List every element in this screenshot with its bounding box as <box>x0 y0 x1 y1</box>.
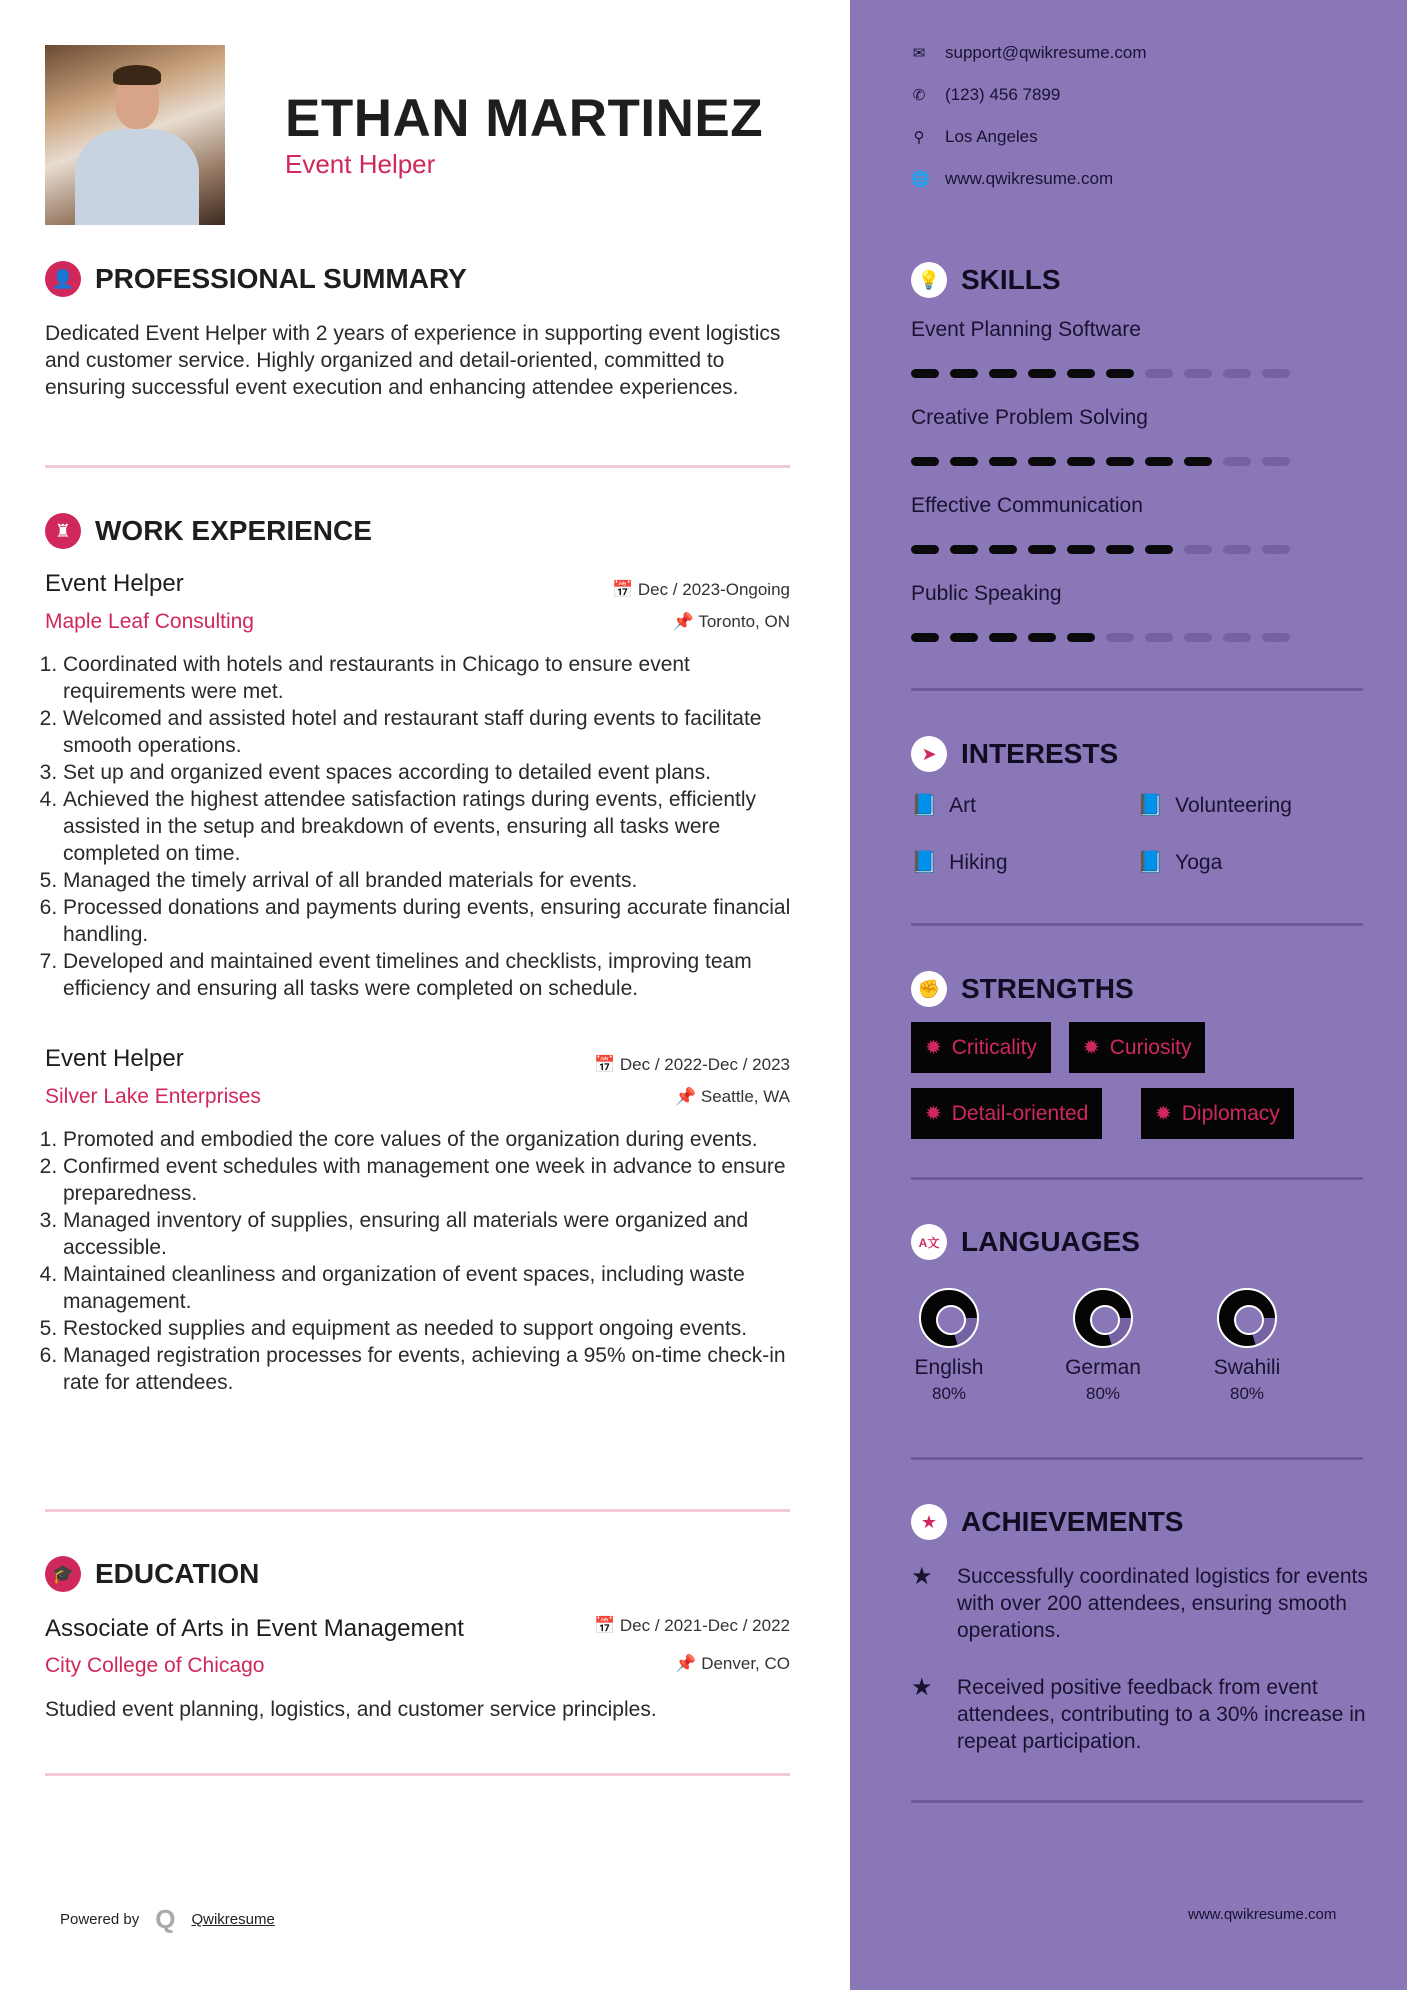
strength-tag <box>1069 1022 1205 1073</box>
candidate-title: Event Helper <box>285 149 436 179</box>
language-donut <box>1073 1288 1133 1348</box>
calendar-icon: 📅 <box>611 580 638 599</box>
pin-icon: 📌 <box>672 612 699 631</box>
job-date <box>594 1055 790 1075</box>
location-text: Los Angeles <box>945 127 1038 146</box>
calendar-icon: 📅 <box>594 1616 620 1635</box>
badge-icon: ✹ <box>1155 1103 1172 1125</box>
duty-item: 5. Managed the timely arrival of all branded materials for events. <box>63 867 795 894</box>
calendar-icon: 📅 <box>594 1055 620 1074</box>
duty-item: 5. Restocked supplies and equipment as needed to support ongoing events. <box>63 1315 795 1342</box>
languages-heading <box>911 1224 1140 1260</box>
job-date <box>612 580 790 600</box>
skill-dash-filled <box>1028 457 1056 466</box>
skill-dash-filled <box>1106 457 1134 466</box>
language-percent: 80% <box>1085 1384 1121 1403</box>
strength-label: Curiosity <box>1109 1035 1192 1059</box>
divider <box>911 1800 1363 1803</box>
duty-item: 2. Welcomed and assisted hotel and restaurant staff during events to facilitate smooth operations. <box>63 705 795 759</box>
skill-dash-filled <box>1145 545 1173 554</box>
duty-item: 3. Set up and organized event spaces according to detailed event plans. <box>63 759 795 786</box>
skill-name: Event Planning Software <box>911 318 1141 341</box>
strengths-heading-text: STRENGTHS <box>961 973 1134 1004</box>
interest-label: Hiking <box>949 851 1008 874</box>
footer-url[interactable]: www.qwikresume.com <box>1188 1906 1337 1923</box>
footer-powered <box>60 1904 275 1935</box>
skill-dash-empty <box>1223 457 1251 466</box>
skill-dash-filled <box>1028 633 1056 642</box>
duty-item: 6. Processed donations and payments during events, ensuring accurate financial handling. <box>63 894 795 948</box>
language-donut <box>1217 1288 1277 1348</box>
skill-dash-filled <box>989 457 1017 466</box>
star-icon: ★ <box>911 1674 933 1701</box>
job-location <box>675 1087 790 1107</box>
divider <box>45 1773 790 1776</box>
job-company: Silver Lake Enterprises <box>45 1085 261 1108</box>
skill-dash-empty <box>1262 369 1290 378</box>
duty-item: 1. Coordinated with hotels and restaurants in Chicago to ensure event requirements were met. <box>63 651 795 705</box>
skill-dash-filled <box>1067 545 1095 554</box>
job-location-text: Toronto, ON <box>698 612 790 631</box>
skill-dash-filled <box>950 545 978 554</box>
skill-dash-empty <box>1145 633 1173 642</box>
user-icon: 👤 <box>45 261 81 297</box>
skills-heading-text: SKILLS <box>961 264 1061 295</box>
language-name: English <box>914 1356 984 1379</box>
skill-dash-filled <box>1145 457 1173 466</box>
interest-item <box>1137 851 1222 875</box>
achievement-text: Successfully coordinated logistics for events with over 200 attendees, ensuring smooth operations. <box>957 1565 1368 1642</box>
sidebar <box>850 0 1407 1990</box>
skill-dash-filled <box>1184 457 1212 466</box>
strength-label: Diplomacy <box>1181 1101 1280 1125</box>
achievements-heading <box>911 1504 1183 1540</box>
degree: Associate of Arts in Event Management <box>45 1615 464 1642</box>
skill-dash-filled <box>911 633 939 642</box>
job-date-text: Dec / 2023-Ongoing <box>637 580 790 599</box>
skill-name: Effective Communication <box>911 494 1143 517</box>
experience-heading-text: WORK EXPERIENCE <box>95 515 372 546</box>
skill-dash-empty <box>1184 633 1212 642</box>
badge-icon: ✹ <box>925 1037 942 1059</box>
skill-dash-filled <box>950 633 978 642</box>
skill-dash-empty <box>1145 369 1173 378</box>
skill-dash-filled <box>1067 633 1095 642</box>
skill-dash-filled <box>989 633 1017 642</box>
interest-label: Volunteering <box>1175 794 1292 817</box>
graduate-icon: 🎓 <box>45 1556 81 1592</box>
duty-item: 4. Maintained cleanliness and organization of event spaces, including waste management. <box>63 1261 795 1315</box>
job-location-text: Seattle, WA <box>700 1087 790 1106</box>
interests-heading-text: INTERESTS <box>961 738 1119 769</box>
language-item <box>1197 1288 1297 1404</box>
star-icon: ★ <box>911 1504 947 1540</box>
email-text: support@qwikresume.com <box>945 43 1147 62</box>
language-item <box>899 1288 999 1404</box>
skill-dash-empty <box>1223 633 1251 642</box>
skill-dash-empty <box>1106 633 1134 642</box>
skill-level-bar <box>911 457 1290 466</box>
strength-tag <box>1141 1088 1294 1139</box>
divider <box>45 465 790 468</box>
education-heading-text: EDUCATION <box>95 1558 260 1589</box>
skill-dash-filled <box>950 369 978 378</box>
translate-icon: A文 <box>911 1224 947 1260</box>
education-location <box>675 1654 790 1674</box>
candidate-name: ETHAN MARTINEZ <box>285 89 764 148</box>
summary-heading-text: PROFESSIONAL SUMMARY <box>95 263 467 294</box>
achievement-item <box>911 1674 1371 1755</box>
contact-website[interactable] <box>911 169 1113 189</box>
job-company: Maple Leaf Consulting <box>45 610 254 633</box>
summary-text: Dedicated Event Helper with 2 years of experience in supporting event logistics and customer service. Highly organized and detail-oriented, committed to ensuring successful event execution and enhancing attendee experiences. <box>45 322 781 399</box>
interest-label: Yoga <box>1175 851 1223 874</box>
language-donut <box>919 1288 979 1348</box>
interest-item <box>911 851 1008 875</box>
skill-dash-empty <box>1184 369 1212 378</box>
strength-label: Criticality <box>951 1035 1037 1059</box>
divider <box>911 1177 1363 1180</box>
summary-heading <box>45 261 467 297</box>
language-name: German <box>1065 1356 1141 1379</box>
skill-name: Public Speaking <box>911 582 1062 605</box>
phone-text: (123) 456 7899 <box>945 85 1061 104</box>
strength-tag <box>911 1022 1051 1073</box>
book-icon: 📘 <box>1137 794 1164 817</box>
strength-tag <box>911 1088 1102 1139</box>
interest-item <box>1137 794 1292 818</box>
interests-heading <box>911 736 1118 772</box>
skill-dash-filled <box>911 457 939 466</box>
skills-heading <box>911 262 1061 298</box>
pin-icon: 📌 <box>675 1654 702 1673</box>
interest-label: Art <box>949 794 976 817</box>
skill-dash-filled <box>1067 369 1095 378</box>
skill-dash-filled <box>1028 369 1056 378</box>
job-title: Event Helper <box>45 1045 184 1072</box>
language-percent: 80% <box>1229 1384 1265 1403</box>
globe-icon: 🌐 <box>911 171 930 188</box>
skill-dash-filled <box>911 369 939 378</box>
education-heading <box>45 1556 259 1592</box>
skill-dash-filled <box>950 457 978 466</box>
skill-dash-filled <box>1106 545 1134 554</box>
duty-item: 4. Achieved the highest attendee satisfaction ratings during events, efficiently assisted in the setup and breakdown of events, ensuring all tasks were completed on time. <box>63 786 795 867</box>
fist-icon: ✊ <box>911 971 947 1007</box>
job-title: Event Helper <box>45 570 184 597</box>
language-item <box>1053 1288 1153 1404</box>
education-date-text: Dec / 2021-Dec / 2022 <box>619 1616 790 1635</box>
languages-heading-text: LANGUAGES <box>961 1226 1140 1257</box>
powered-by-text: Powered by <box>60 1911 140 1928</box>
lightbulb-icon: 💡 <box>911 262 947 298</box>
skill-dash-empty <box>1262 545 1290 554</box>
badge-icon: ✹ <box>1083 1037 1100 1059</box>
contact-email[interactable] <box>911 43 1147 63</box>
divider <box>45 1509 790 1512</box>
strength-label: Detail-oriented <box>951 1101 1089 1125</box>
skill-dash-empty <box>1223 369 1251 378</box>
map-pin-icon: ⚲ <box>913 129 925 146</box>
experience-heading <box>45 513 372 549</box>
duty-item: 7. Developed and maintained event timelines and checklists, improving team efficiency and ensuring all tasks were completed on schedule. <box>63 948 795 1002</box>
duty-item: 1. Promoted and embodied the core values of the organization during events. <box>63 1126 795 1153</box>
skill-dash-filled <box>989 545 1017 554</box>
mail-icon: ✉ <box>912 45 926 62</box>
skill-level-bar <box>911 369 1290 378</box>
book-icon: 📘 <box>911 794 938 817</box>
phone-icon: ✆ <box>912 87 926 104</box>
job-duties <box>45 651 795 1002</box>
achievement-item <box>911 1563 1371 1644</box>
interest-item <box>911 794 976 818</box>
profile-photo <box>45 45 225 225</box>
divider <box>911 923 1363 926</box>
skill-dash-filled <box>1067 457 1095 466</box>
skill-dash-filled <box>1028 545 1056 554</box>
qwikresume-logo-icon: Q <box>155 1904 176 1934</box>
paper-plane-icon: ➤ <box>911 736 947 772</box>
language-percent: 80% <box>931 1384 967 1403</box>
skill-dash-empty <box>1262 457 1290 466</box>
education-location-text: Denver, CO <box>701 1654 790 1673</box>
qwikresume-link[interactable]: Qwikresume <box>191 1911 275 1928</box>
skill-dash-filled <box>1106 369 1134 378</box>
skill-name: Creative Problem Solving <box>911 406 1148 429</box>
education-date <box>594 1616 790 1636</box>
duty-item: 2. Confirmed event schedules with management one week in advance to ensure preparedness. <box>63 1153 795 1207</box>
education-description: Studied event planning, logistics, and customer service principles. <box>45 1698 657 1721</box>
strengths-heading <box>911 971 1134 1007</box>
skill-dash-empty <box>1223 545 1251 554</box>
skill-dash-empty <box>1184 545 1212 554</box>
divider <box>911 1457 1363 1460</box>
achievement-text: Received positive feedback from event attendees, contributing to a 30% increase in repeat participation. <box>957 1676 1366 1753</box>
job-duties <box>45 1126 795 1396</box>
star-icon: ★ <box>911 1563 933 1590</box>
book-icon: 📘 <box>911 851 938 874</box>
job-date-text: Dec / 2022-Dec / 2023 <box>619 1055 790 1074</box>
skill-dash-filled <box>989 369 1017 378</box>
chair-icon: ♜ <box>45 513 81 549</box>
duty-item: 6. Managed registration processes for events, achieving a 95% on-time check-in rate for attendees. <box>63 1342 795 1396</box>
contact-phone <box>911 85 1060 105</box>
duty-item: 3. Managed inventory of supplies, ensuring all materials were organized and accessible. <box>63 1207 795 1261</box>
badge-icon: ✹ <box>925 1103 942 1125</box>
divider <box>911 688 1363 691</box>
contact-location <box>911 127 1038 147</box>
achievements-heading-text: ACHIEVEMENTS <box>961 1506 1184 1537</box>
skill-level-bar <box>911 545 1290 554</box>
school: City College of Chicago <box>45 1654 265 1677</box>
website-text: www.qwikresume.com <box>945 169 1114 188</box>
book-icon: 📘 <box>1137 851 1164 874</box>
pin-icon: 📌 <box>674 1087 701 1106</box>
skill-dash-filled <box>911 545 939 554</box>
skill-level-bar <box>911 633 1290 642</box>
skill-dash-empty <box>1262 633 1290 642</box>
language-name: Swahili <box>1213 1356 1281 1379</box>
job-location <box>673 612 790 632</box>
